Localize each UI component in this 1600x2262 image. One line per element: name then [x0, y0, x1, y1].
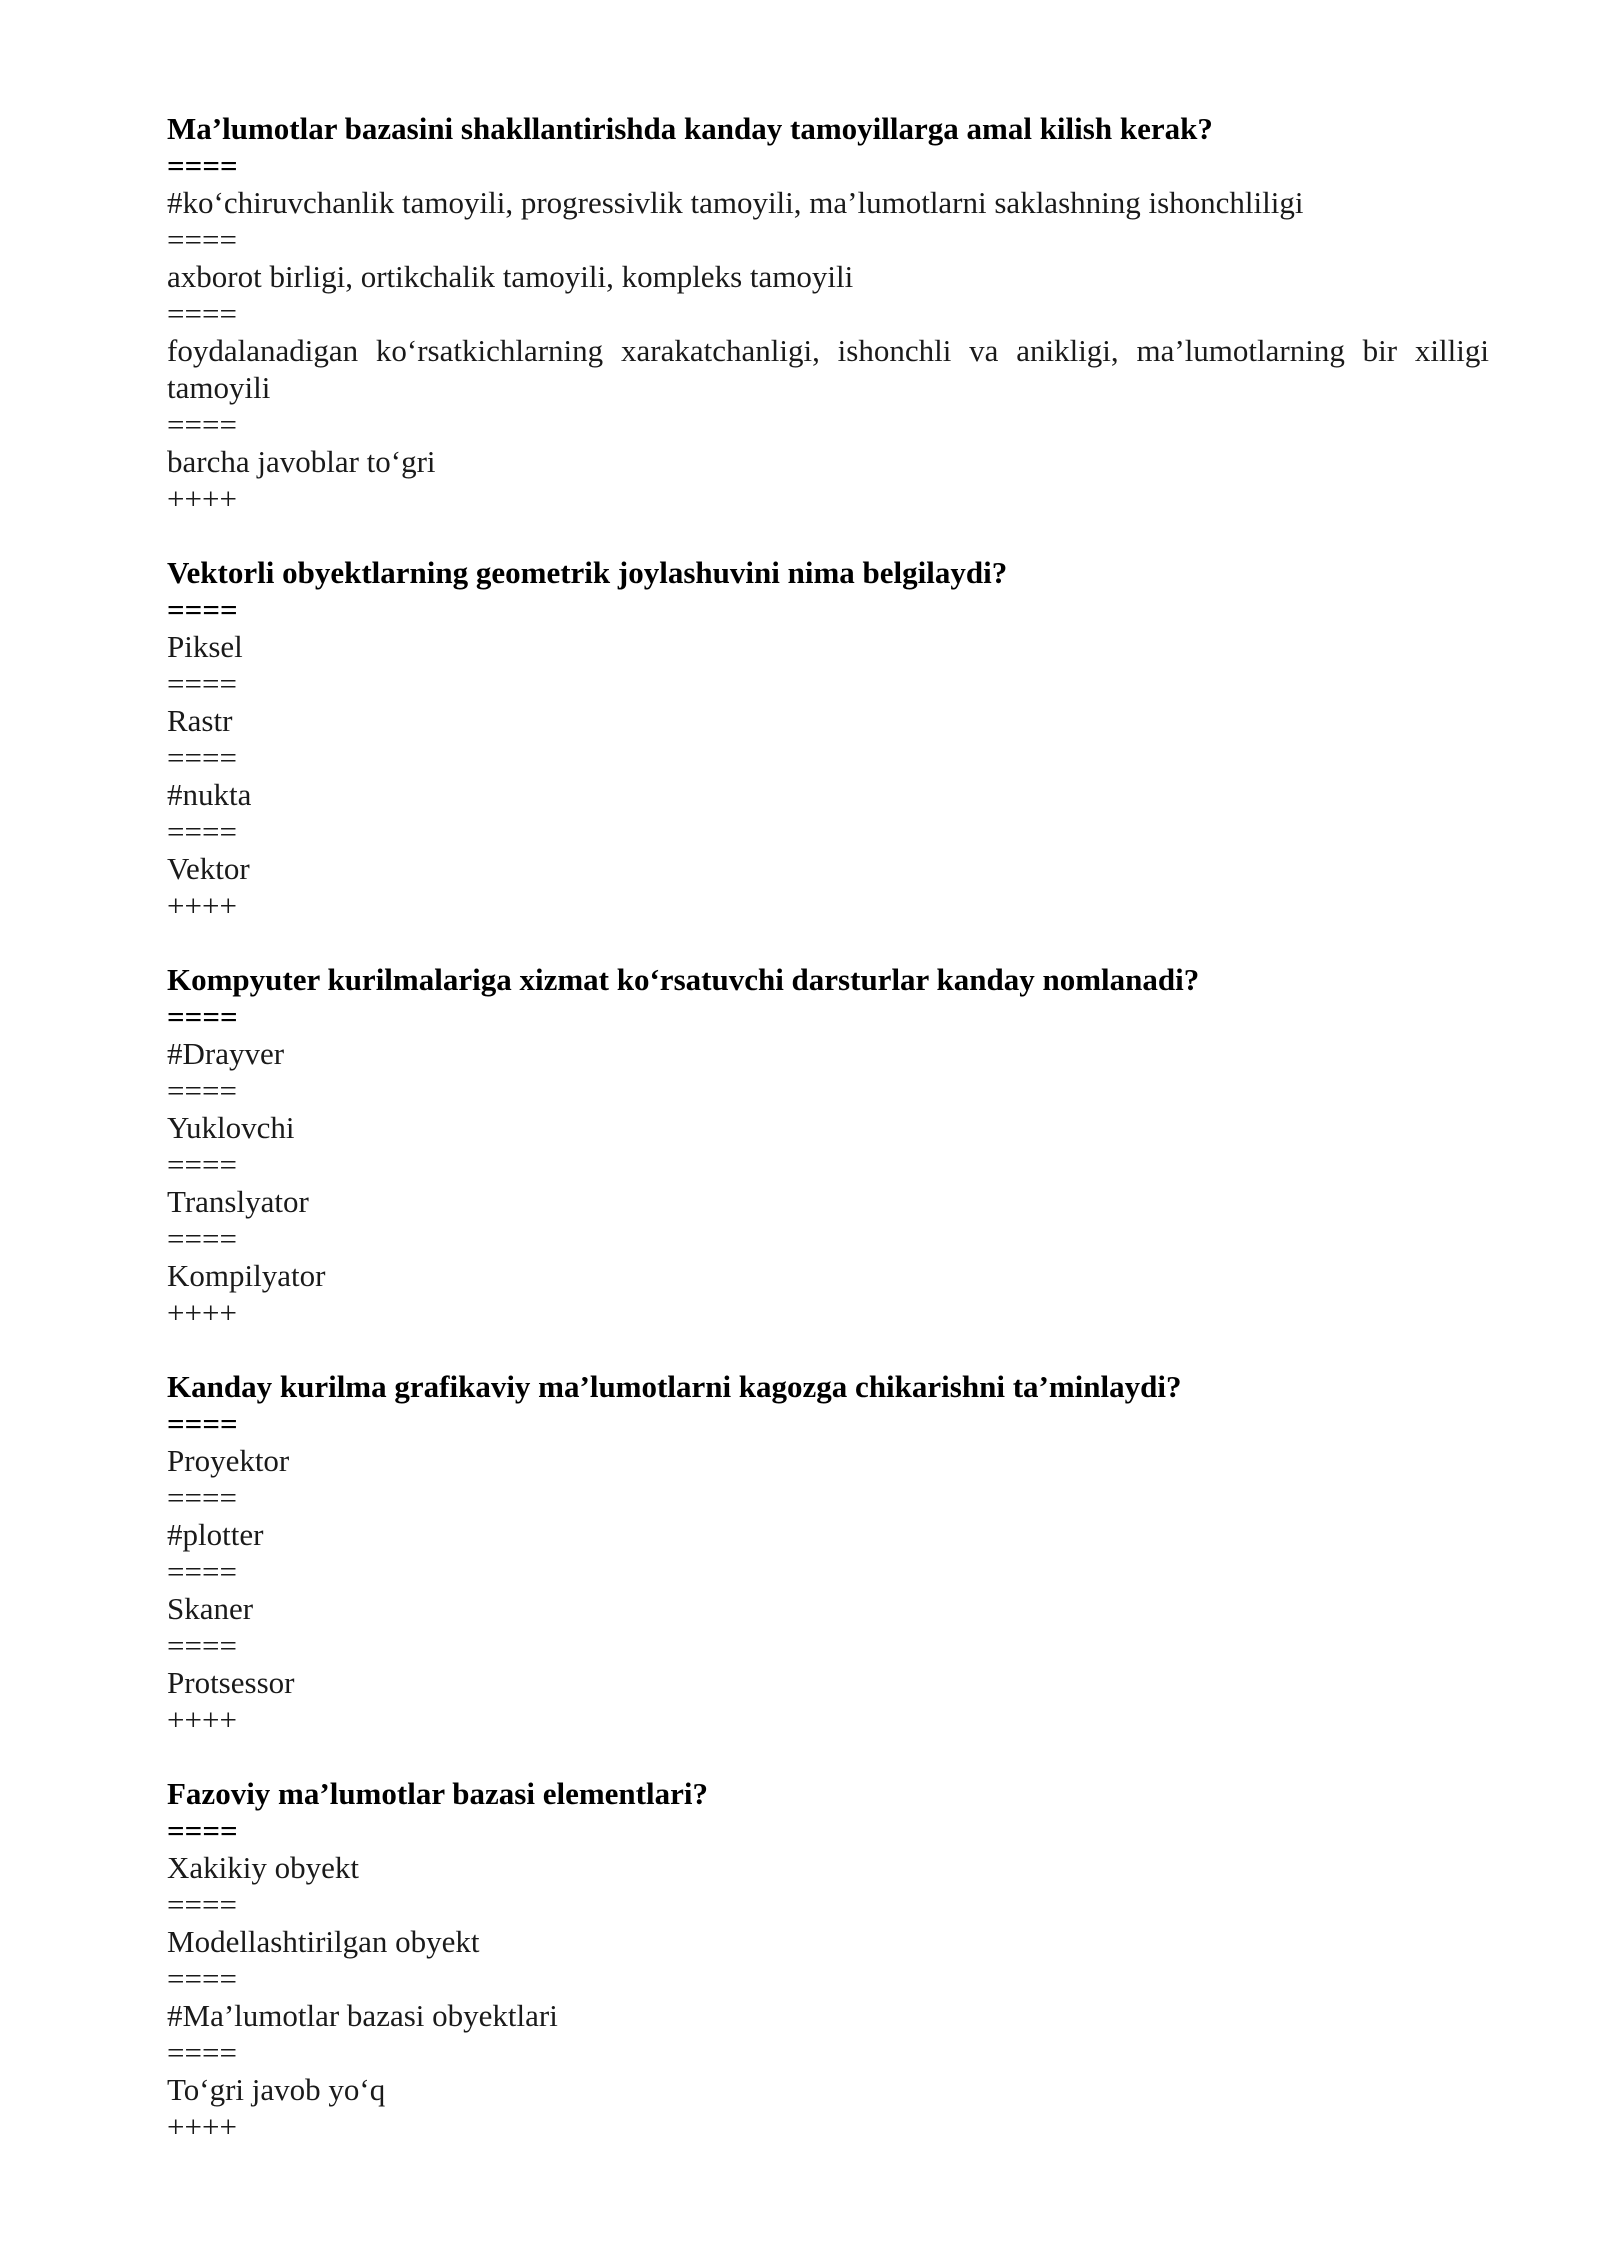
answer-option: Yuklovchi	[167, 1110, 295, 1145]
question-block-3	[167, 961, 1489, 1331]
answer-option: Kompilyator	[167, 1258, 326, 1293]
separator: ====	[167, 999, 238, 1034]
separator: ====	[167, 592, 238, 627]
separator: ====	[167, 666, 237, 701]
question-text: Vektorli obyektlarning geometrik joylashuvini nima belgilaydi?	[167, 555, 1008, 590]
separator: ====	[167, 1554, 237, 1589]
answer-option: #Drayver	[167, 1036, 285, 1071]
separator: ====	[167, 1406, 238, 1441]
separator: ====	[167, 1813, 238, 1848]
question-text: Kanday kurilma grafikaviy ma’lumotlarni kagozga chikarishni ta’minlaydi?	[167, 1369, 1182, 1404]
answer-option: #plotter	[167, 1517, 264, 1552]
answer-option: Proyektor	[167, 1443, 290, 1478]
answer-option: #Ma’lumotlar bazasi obyektlari	[167, 1998, 558, 2033]
answer-option: Skaner	[167, 1591, 254, 1626]
document-page	[167, 110, 1489, 2182]
end-marker: ++++	[167, 1702, 237, 1737]
question-block-1	[167, 110, 1489, 517]
question-block-4	[167, 1368, 1489, 1738]
answer-option: Rastr	[167, 703, 233, 738]
separator: ====	[167, 296, 237, 331]
separator: ====	[167, 1628, 237, 1663]
separator: ====	[167, 1961, 237, 1996]
answer-option: Protsessor	[167, 1665, 295, 1700]
answer-option: #nukta	[167, 777, 252, 812]
answer-option: Modellashtirilgan obyekt	[167, 1924, 480, 1959]
question-text: Ma’lumotlar bazasini shakllantirishda kanday tamoyillarga amal kilish kerak?	[167, 111, 1213, 146]
answer-option: Translyator	[167, 1184, 309, 1219]
separator: ====	[167, 814, 237, 849]
question-text: Kompyuter kurilmalariga xizmat ko‘rsatuvchi darsturlar kanday nomlanadi?	[167, 962, 1200, 997]
answer-option: Vektor	[167, 851, 250, 886]
separator: ====	[167, 148, 238, 183]
answer-option: barcha javoblar to‘gri	[167, 444, 436, 479]
answer-option: foydalanadigan ko‘rsatkichlarning xarakatchanligi, ishonchli va anikligi, ma’lumotlarning bir xilligi tamoyili	[167, 333, 1489, 405]
answer-option: To‘gri javob yo‘q	[167, 2072, 386, 2107]
end-marker: ++++	[167, 2109, 237, 2144]
end-marker: ++++	[167, 888, 237, 923]
separator: ====	[167, 740, 237, 775]
answer-option: axborot birligi, ortikchalik tamoyili, kompleks tamoyili	[167, 259, 854, 294]
answer-option: Piksel	[167, 629, 243, 664]
answer-option: #ko‘chiruvchanlik tamoyili, progressivlik tamoyili, ma’lumotlarni saklashning ishonchliligi	[167, 185, 1304, 220]
separator: ====	[167, 1887, 237, 1922]
end-marker: ++++	[167, 1295, 237, 1330]
separator: ====	[167, 407, 237, 442]
separator: ====	[167, 1073, 237, 1108]
question-block-2	[167, 554, 1489, 924]
separator: ====	[167, 2035, 237, 2070]
question-text: Fazoviy ma’lumotlar bazasi elementlari?	[167, 1776, 708, 1811]
answer-option: Xakikiy obyekt	[167, 1850, 359, 1885]
question-block-5	[167, 1775, 1489, 2145]
separator: ====	[167, 1147, 237, 1182]
separator: ====	[167, 1480, 237, 1515]
separator: ====	[167, 1221, 237, 1256]
separator: ====	[167, 222, 237, 257]
end-marker: ++++	[167, 481, 237, 516]
